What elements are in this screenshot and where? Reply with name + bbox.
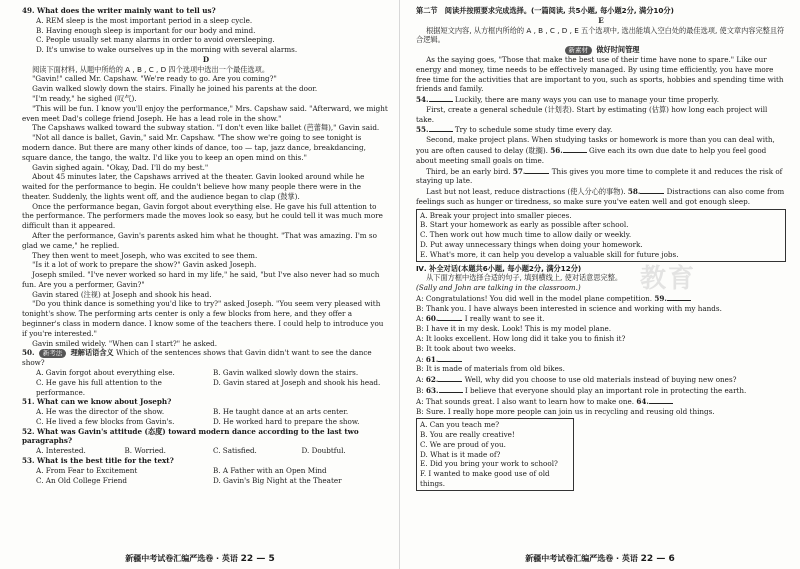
section-title: 第二节 阅读并按照要求完成选择。(一篇阅读, 共5小题, 每小题2分, 满分10分): [416, 6, 674, 15]
blank-number: 63.: [426, 385, 439, 395]
blank-number: 57.: [512, 166, 526, 176]
answer-blank[interactable]: [429, 94, 453, 102]
blank-number: 54.: [416, 95, 429, 105]
paragraph: "Gavin!" called Mr. Capshaw. "We're ready to go. Are you coming?": [32, 74, 277, 84]
speaker: A:: [416, 334, 424, 344]
q53-option-c: C. An Old College Friend: [36, 475, 128, 485]
passage-topic: 做好时间管理: [596, 45, 640, 55]
paragraph: "Is it a lot of work to prepare the show?" Gavin asked Joseph.: [32, 260, 257, 270]
paragraph: Gavin stared (注视) at Joseph and shook his head.: [32, 289, 212, 299]
paragraph: Joseph smiled. "I've never worked so hard in my life," he said, "but I've also never had so much fun. Are you a performer, Gavin?": [22, 270, 380, 289]
sentence: Give each its own due date to help you feel good about meeting small goals on time.: [416, 145, 767, 165]
sentence: Third, be an early bird.: [426, 166, 511, 176]
paragraph: After the performance, Gavin's parents asked him what he thought. "That was amazing. I'm so glad we came," he replied.: [22, 230, 377, 250]
question-50: [22, 348, 390, 397]
speaker: A:: [416, 375, 424, 385]
paragraph: They then went to meet Joseph, who was excited to see them.: [32, 250, 258, 260]
q52-option-a: A. Interested.: [36, 446, 86, 456]
passage-options-box: [416, 209, 786, 262]
question-50-stem: Which of the sentences shows that Gavin didn't want to see the dance show?: [22, 348, 372, 368]
question-50-number: 50.: [22, 348, 35, 358]
passage-option-b: B. Start your homework as early as possible after school.: [420, 220, 629, 230]
speaker: B:: [416, 385, 424, 395]
blank-number: 62.: [425, 375, 439, 385]
speaker: B:: [416, 406, 424, 416]
passage-d-letter: D: [202, 54, 210, 64]
q51-option-d: D. He worked hard to prepare the show.: [213, 416, 360, 426]
part4-title: Ⅳ. 补全对话(本题共6小题, 每小题2分, 满分12分): [416, 263, 582, 273]
q52-option-d: D. Doubtful.: [301, 446, 346, 456]
answer-blank[interactable]: [563, 145, 587, 153]
answer-blank[interactable]: [429, 124, 453, 132]
sentence: Luckily, there are many ways you can use to manage your time properly.: [454, 95, 720, 105]
paragraph: The Capshaws walked toward the subway station. "I don't even like ballet (芭蕾舞)," Gavin said.: [32, 123, 380, 133]
speaker: B:: [416, 343, 424, 353]
left-footer: [0, 553, 400, 565]
passage-e-letter: E: [598, 15, 604, 25]
part4-intro: 从下面方框中选择合适的句子, 填到横线上, 使对话意思完整。: [426, 273, 623, 283]
dialogue-option-e: E. Did you bring your work to school?: [420, 459, 558, 469]
q49-option-b: B. Having enough sleep is important for our body and mind.: [36, 25, 256, 35]
blank-number: 56.: [550, 145, 563, 155]
paragraph: As the saying goes, "Those that make the best use of their time have none to spare." Like our energy and money, time needs to be effectively managed. By using time efficiently, you have more free time for the activities that are important to you, such as sports, hobbies and spending time with friends and family.: [416, 54, 784, 94]
passage-e-intro: 根据短文内容, 从方框内所给的 A , B , C , D , E 五个选项中, 选出能填入空白处的最佳选项, 使文章内容完整且符合逻辑。: [416, 25, 785, 45]
answer-blank[interactable]: [667, 293, 691, 301]
blank-number: 58.: [627, 187, 641, 197]
watermark: 教育: [640, 264, 697, 294]
speaker: A:: [416, 354, 424, 364]
question-53: [22, 456, 390, 485]
answer-blank[interactable]: [649, 396, 673, 404]
dialogue-option-c: C. We are proud of you.: [420, 439, 506, 449]
question-49: [22, 6, 390, 55]
dialogue-options-box: [416, 418, 574, 490]
paragraph: About 45 minutes later, the Capshaws arrived at the theater. Gavin looked around while he waited for the performance to begin. He couldn't believe how many people there were in the theater. Suddenly, the lights went off, and the audience began to clap (鼓掌).: [22, 172, 365, 201]
footer-page-number: 22 — 6: [640, 553, 675, 564]
dialogue-line: Well, why did you choose to use old materials instead of buying new ones?: [464, 375, 737, 385]
q50-option-c: C. He gave his full attention to the performance.: [36, 377, 162, 397]
question-52-stem: 52. What was Gavin's attitude (态度) toward modern dance according to the last two paragraphs?: [22, 426, 359, 446]
question-52: [22, 427, 390, 456]
dialogue-option-d: D. What is it made of?: [420, 449, 501, 459]
dialogue-line: I really want to see it.: [464, 314, 545, 324]
speaker: A:: [416, 396, 424, 406]
dialogue-line: I have it in my desk. Look! This is my model plane.: [426, 324, 611, 334]
speaker: A:: [416, 293, 424, 303]
right-page: [400, 0, 800, 569]
footer-page-number: 22 — 5: [240, 553, 275, 564]
new-method-badge: 新考法: [39, 349, 67, 358]
paragraph: Gavin sighed again. "Okay, Dad. I'll do my best.": [32, 162, 209, 172]
q51-option-c: C. He lived a few blocks from Gavin's.: [36, 416, 175, 426]
passage-option-d: D. Put away unnecessary things when doing your homework.: [420, 240, 643, 250]
paragraph: "Do you think dance is something you'd like to try?" asked Joseph. "You seem very pleased with tonight's show. The performing arts center is only a few blocks from here, and they offer a beginner's class in modern dance. I know some of the teachers there. I could help to introduce you if you're interested.": [22, 299, 384, 338]
q51-option-b: B. He taught dance at an arts center.: [213, 407, 349, 417]
sentence: Last but not least, reduce distractions (使人分心的事物).: [426, 187, 626, 197]
q50-option-b: B. Gavin walked slowly down the stairs.: [213, 367, 359, 377]
sentence: Second, make project plans. When studying tasks or homework is more than you can deal with, you are often caused to delay (耽搁).: [416, 135, 775, 155]
paragraph: "I'm ready," he sighed (叹气).: [32, 94, 137, 104]
dialogue-line: I believe that everyone should play an important role in protecting the earth.: [464, 385, 747, 395]
dialogue-line: It is made of materials from old bikes.: [426, 364, 565, 374]
q53-option-d: D. Gavin's Big Night at the Theater: [213, 475, 342, 485]
dialogue-line: Thank you. I have always been interested in science and working with my hands.: [426, 303, 722, 313]
passage-option-c: C. Then work out how much time to allow daily or weekly.: [420, 230, 632, 240]
dialogue-line: That sounds great. I also want to learn how to make one.: [425, 396, 635, 406]
q49-option-c: C. People usually set many alarms in order to avoid oversleeping.: [36, 35, 275, 45]
q50-option-d: D. Gavin stared at Joseph and shook his head.: [213, 377, 381, 387]
q50-option-a: A. Gavin forgot about everything else.: [36, 367, 175, 377]
q52-option-c: C. Satisfied.: [213, 446, 257, 456]
dialogue-line: Sure. I really hope more people can join us in recycling and reusing old things.: [426, 406, 715, 416]
answer-blank[interactable]: [438, 313, 462, 321]
q49-option-d: D. It's unwise to wake ourselves up in the morning with several alarms.: [36, 45, 298, 55]
paragraph: "Not all dance is ballet, Gavin," said Mr. Capshaw. "The show we're going to see tonight is modern dance. But there are many other kinds of dance, too — tap, jazz dance, breakdancing, square dance, the tango, the waltz. I'd like you to keep an open mind on this.": [22, 133, 366, 162]
sentence: This gives you more time to complete it and reduces the risk of staying up late.: [416, 166, 783, 186]
dialogue-option-b: B. You are really creative!: [420, 430, 515, 440]
passage-d-intro: 阅读下面材料, 从题中所给的 A , B , C , D 四个选项中选出一个最佳选项。: [32, 64, 270, 74]
answer-blank[interactable]: [438, 374, 462, 382]
passage-option-e: E. What's more, it can help you develop a valuable skill for future jobs.: [420, 249, 679, 259]
paragraph: "This will be fun. I know you'll enjoy the performance," Mrs. Capshaw said. "Afterward, we might even meet Dad's college friend Joseph. He has a lead role in the show.": [22, 103, 388, 123]
sentence: Distractions can also come from feelings such as hunger or tiredness, so make sure you've eaten well and got enough sleep.: [416, 187, 785, 206]
q49-option-a: A. REM sleep is the most important period in a sleep cycle.: [36, 15, 253, 25]
new-material-badge: 新素材: [565, 46, 593, 55]
paragraph: Once the performance began, Gavin forgot about everything else. He gave his full attention to the performance. The performers made the moves look so easy, but he could tell it was much more difficult than it appeared.: [22, 201, 383, 231]
q51-option-a: A. He was the director of the show.: [36, 407, 165, 417]
speaker: A:: [416, 314, 424, 324]
passage-d-body: [22, 74, 390, 348]
dialogue-option-a: A. Can you teach me?: [420, 420, 500, 430]
q53-option-a: A. From Fear to Excitement: [36, 465, 138, 475]
question-53-stem: 53. What is the best title for the text?: [22, 455, 174, 465]
speaker: B:: [416, 364, 424, 374]
answer-blank[interactable]: [640, 186, 664, 194]
sentence: First, create a general schedule (计划表). Start by estimating (估算) how long each project will take.: [416, 104, 768, 124]
dialogue-line: It looks excellent. How long did it take you to finish it?: [425, 334, 626, 344]
paragraph: Gavin walked slowly down the stairs. Finally he joined his parents at the door.: [32, 84, 318, 94]
answer-blank[interactable]: [438, 354, 462, 362]
blank-number: 59.: [654, 293, 667, 303]
question-51: [22, 397, 390, 426]
dialogue: [416, 293, 786, 416]
blank-number: 55.: [416, 125, 429, 135]
dialogue-option-f: F. I wanted to make good use of old things.: [420, 469, 550, 488]
passage-option-a: A. Break your project into smaller pieces.: [420, 210, 572, 220]
answer-blank[interactable]: [439, 385, 463, 393]
speaker: B:: [416, 324, 424, 334]
q53-option-b: B. A Father with an Open Mind: [213, 465, 327, 475]
paragraph: Gavin smiled widely. "When can I start?" he asked.: [32, 338, 218, 348]
question-49-stem: 49. What does the writer mainly want to tell us?: [22, 6, 216, 15]
question-51-stem: 51. What can we know about Joseph?: [22, 397, 172, 407]
speaker: B:: [416, 303, 424, 313]
passage-e-body: [416, 55, 786, 207]
blank-number: 64.: [636, 396, 649, 406]
question-50-label: 理解话语含义: [70, 348, 114, 358]
blank-number: 60.: [425, 314, 439, 324]
footer-title: 新疆中考试卷汇编严选卷 · 英语: [525, 553, 638, 563]
footer-title: 新疆中考试卷汇编严选卷 · 英语: [125, 553, 238, 563]
q52-option-b: B. Worried.: [124, 446, 166, 456]
blank-number: 61.: [425, 354, 439, 364]
dialogue-line: Congratulations! You did well in the model plane competition.: [425, 293, 653, 303]
sentence: Try to schedule some study time every day.: [454, 125, 613, 135]
right-footer: [400, 553, 800, 565]
dialogue-line: It took about two weeks.: [426, 343, 516, 353]
dialogue-scene: (Sally and John are talking in the classroom.): [416, 283, 581, 293]
answer-blank[interactable]: [525, 166, 549, 174]
